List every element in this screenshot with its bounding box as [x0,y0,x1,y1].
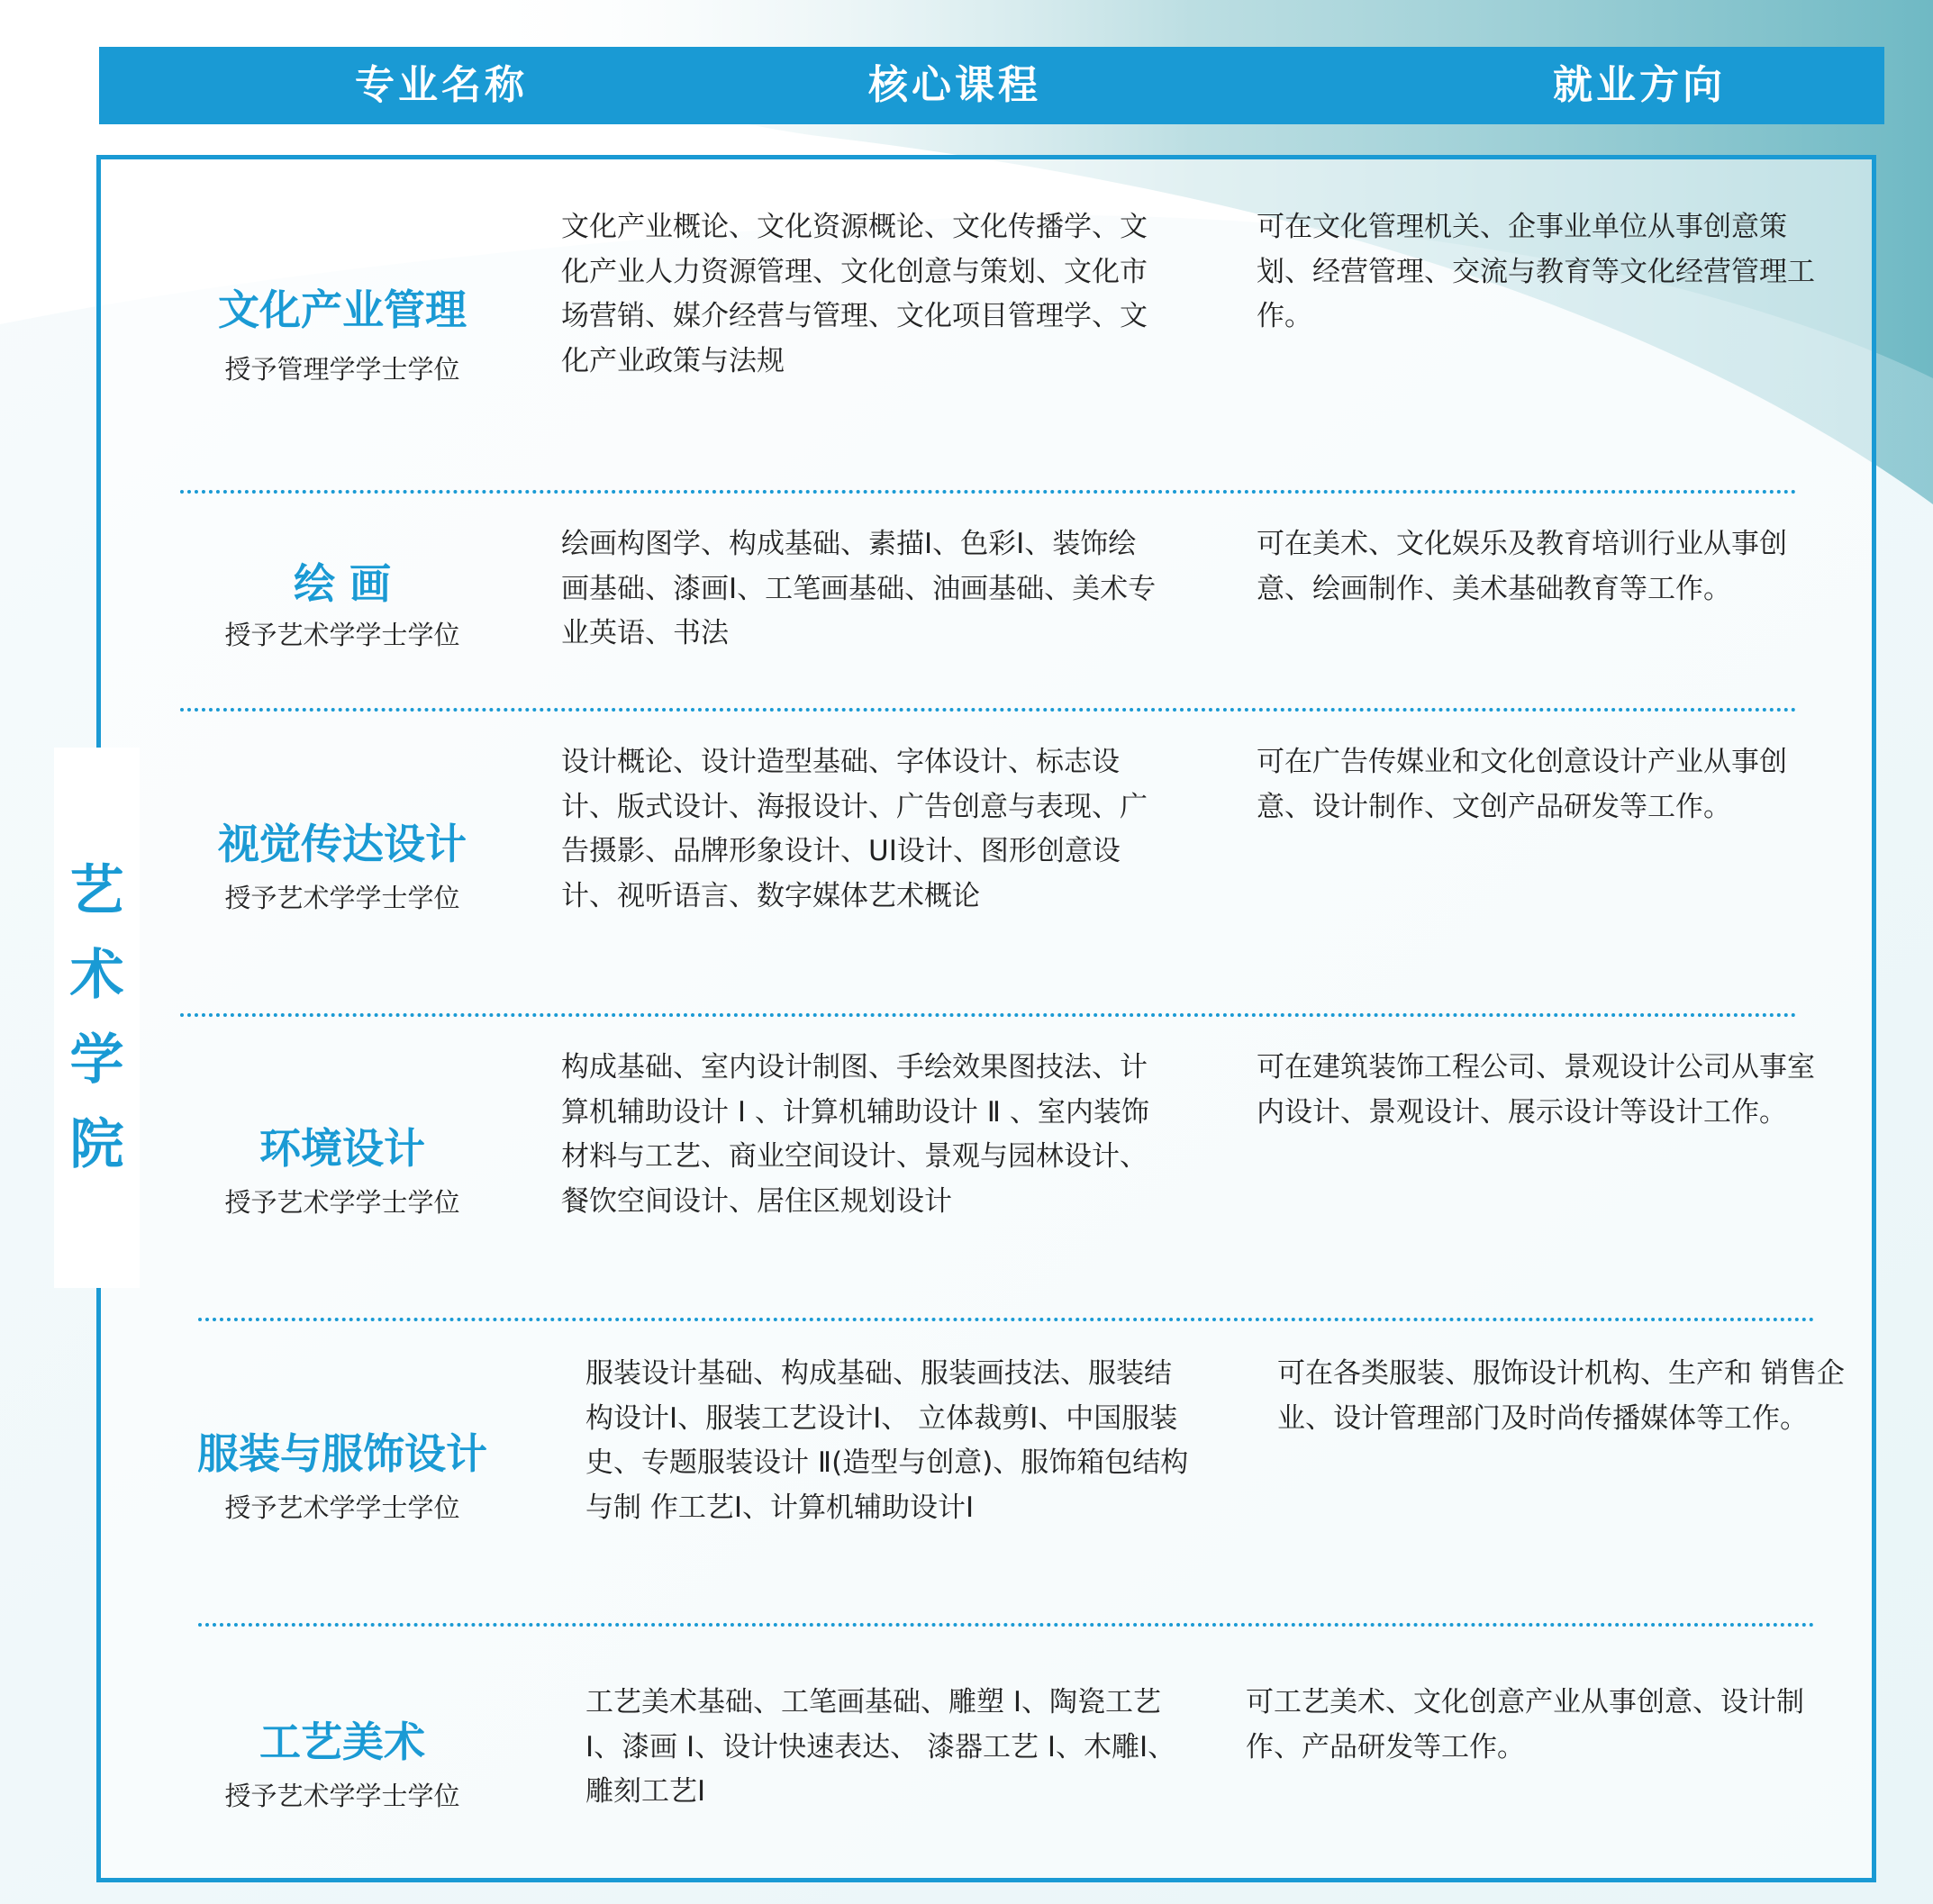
major-name: 服装与服饰设计 [197,1429,487,1478]
column-header-careers: 就业方向 [1553,62,1726,108]
row-separator [180,708,1797,712]
courses-text: 绘画构图学、构成基础、素描Ⅰ、色彩Ⅰ、装饰绘画基础、漆画Ⅰ、工笔画基础、油画基础、美术专业英语、书法 [561,528,1157,649]
careers-text: 可工艺美术、文化创意产业从事创意、设计制作、产品研发等工作。 [1246,1686,1804,1763]
degree-text: 授予艺术学学士学位 [224,1187,460,1218]
major-name: 文化产业管理 [218,286,467,334]
careers-text: 可在建筑装饰工程公司、景观设计公司从事室内设计、景观设计、展示设计等设计工作。 [1257,1051,1815,1129]
major-name: 视觉传达设计 [218,820,467,868]
college-char: 术 [69,944,124,1007]
careers-text: 可在广告传媒业和文化创意设计产业从事创意、设计制作、文创产品研发等工作。 [1257,746,1787,823]
row-separator [180,490,1797,494]
courses-text: 工艺美术基础、工笔画基础、雕塑 Ⅰ、陶瓷工艺 Ⅰ、漆画 Ⅰ、设计快速表达、 漆器工艺 Ⅰ、木雕Ⅰ、雕刻工艺Ⅰ [585,1686,1176,1808]
major-name: 工艺美术 [259,1718,425,1766]
row-separator [198,1318,1815,1321]
table-header [99,47,1884,124]
degree-text: 授予艺术学学士学位 [224,1781,460,1811]
careers-text: 可在各类服装、服饰设计机构、生产和 销售企业、设计管理部门及时尚传播媒体等工作。 [1277,1357,1845,1435]
row-separator [180,1013,1797,1017]
careers-text: 可在美术、文化娱乐及教育培训行业从事创意、绘画制作、美术基础教育等工作。 [1257,528,1787,605]
courses-text: 构成基础、室内设计制图、手绘效果图技法、计算机辅助设计 Ⅰ 、计算机辅助设计 Ⅱ 、室内装饰材料与工艺、商业空间设计、景观与园林设计、餐饮空间设计、居住区规划设计 [561,1051,1149,1218]
courses-text: 设计概论、设计造型基础、字体设计、标志设计、版式设计、海报设计、广告创意与表现、广告摄影、品牌形象设计、UI设计、图形创意设计、视听语言、数字媒体艺术概论 [561,746,1148,912]
major-name: 绘 画 [293,559,391,608]
degree-text: 授予艺术学学士学位 [224,620,460,650]
college-char: 学 [69,1029,124,1092]
courses-text: 服装设计基础、构成基础、服装画技法、服装结构设计Ⅰ、服装工艺设计Ⅰ、 立体裁剪Ⅰ、中国服装史、专题服装设计 Ⅱ(造型与创意)、服饰箱包结构与制 作工艺Ⅰ、计算机辅助设计Ⅰ [585,1357,1189,1524]
careers-text: 可在文化管理机关、企事业单位从事创意策划、经营管理、交流与教育等文化经营管理工作。 [1257,211,1815,332]
college-label [54,748,140,1288]
courses-text: 文化产业概论、文化资源概论、文化传播学、文化产业人力资源管理、文化创意与策划、文化市场营销、媒介经营与管理、文化项目管理学、文化产业政策与法规 [561,211,1148,377]
degree-text: 授予艺术学学士学位 [224,1492,460,1523]
column-header-major: 专业名称 [355,62,528,108]
major-name: 环境设计 [259,1124,425,1173]
column-header-courses: 核心课程 [868,62,1041,108]
degree-text: 授予艺术学学士学位 [224,883,460,913]
row-separator [198,1623,1815,1627]
college-char: 院 [69,1113,124,1176]
college-char: 艺 [69,859,124,922]
degree-text: 授予管理学学士学位 [224,354,460,385]
